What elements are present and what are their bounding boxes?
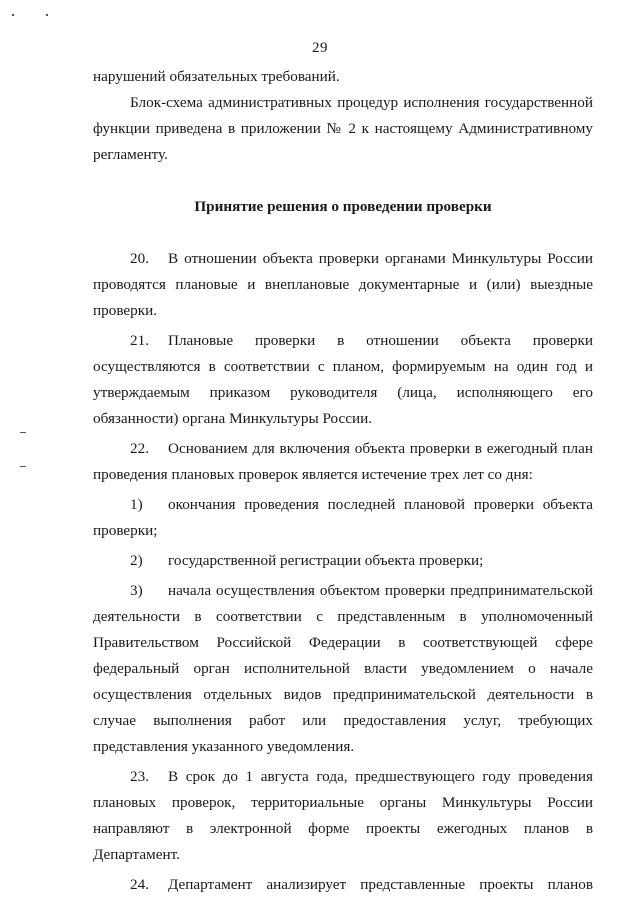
sub-item-number: 3) (130, 582, 143, 599)
paragraph-text: В срок до 1 августа года, предшествующего году проведения плановых проверок, территориальные органы Минкультуры России направляют в электронной форме проекты ежегодных планов в Департамент. (93, 768, 593, 863)
numbered-paragraph (93, 764, 593, 868)
sub-list-item (93, 578, 593, 760)
paragraph-text: Департамент анализирует представленные проекты планов (168, 876, 593, 893)
scan-mark (20, 466, 26, 467)
numbered-paragraph (93, 872, 593, 898)
paragraph-text: Плановые проверки в отношении объекта проверки осуществляются в соответствии с планом, формируемым на один год и утверждаемым приказом руководителя (лица, исполняющего его обязанности) органа Минкультуры России. (93, 332, 593, 427)
page-number: 29 (312, 40, 328, 56)
sub-list-item (93, 548, 593, 574)
paragraph-number: 22. (130, 440, 149, 457)
section-heading: Принятие решения о проведении проверки (194, 198, 492, 215)
paragraph-number: 21. (130, 332, 149, 349)
sub-list (93, 492, 593, 760)
sub-item-text: государственной регистрации объекта проверки; (168, 552, 484, 569)
paragraph-text: В отношении объекта проверки органами Минкультуры России проводятся плановые и внеплановые документарные и (или) выездные проверки. (93, 250, 593, 319)
scan-mark (12, 14, 14, 16)
paragraph: Блок-схема административных процедур исполнения государственной функции приведена в приложении № 2 к настоящему Административному регламенту. (93, 94, 593, 163)
numbered-paragraph (93, 436, 593, 488)
sub-item-number: 1) (130, 496, 143, 513)
paragraph-number: 20. (130, 250, 149, 267)
scan-mark (46, 14, 48, 16)
paragraph-number: 24. (130, 876, 149, 893)
sub-list-item (93, 492, 593, 544)
paragraph: нарушений обязательных требований. (93, 68, 340, 85)
sub-item-text: начала осуществления объектом проверки предпринимательской деятельности в соответствии с представленным в уполномоченный Правительством Российской Федерации в соответствующей сфере федеральный орган исполнительной власти уведомлением о начале осуществления отдельных видов предпринимательской деятельности в случае выполнения работ или предоставления услуг, требующих представления указанного уведомления. (93, 582, 593, 755)
paragraph-number: 23. (130, 768, 149, 785)
sub-item-number: 2) (130, 552, 143, 569)
numbered-paragraph (93, 246, 593, 324)
document-body (93, 64, 593, 898)
numbered-paragraph (93, 328, 593, 432)
sub-item-text: окончания проведения последней плановой проверки объекта проверки; (93, 496, 593, 539)
paragraph-text: Основанием для включения объекта проверки в ежегодный план проведения плановых проверок является истечение трех лет со дня: (93, 440, 593, 483)
scan-mark (20, 432, 26, 433)
